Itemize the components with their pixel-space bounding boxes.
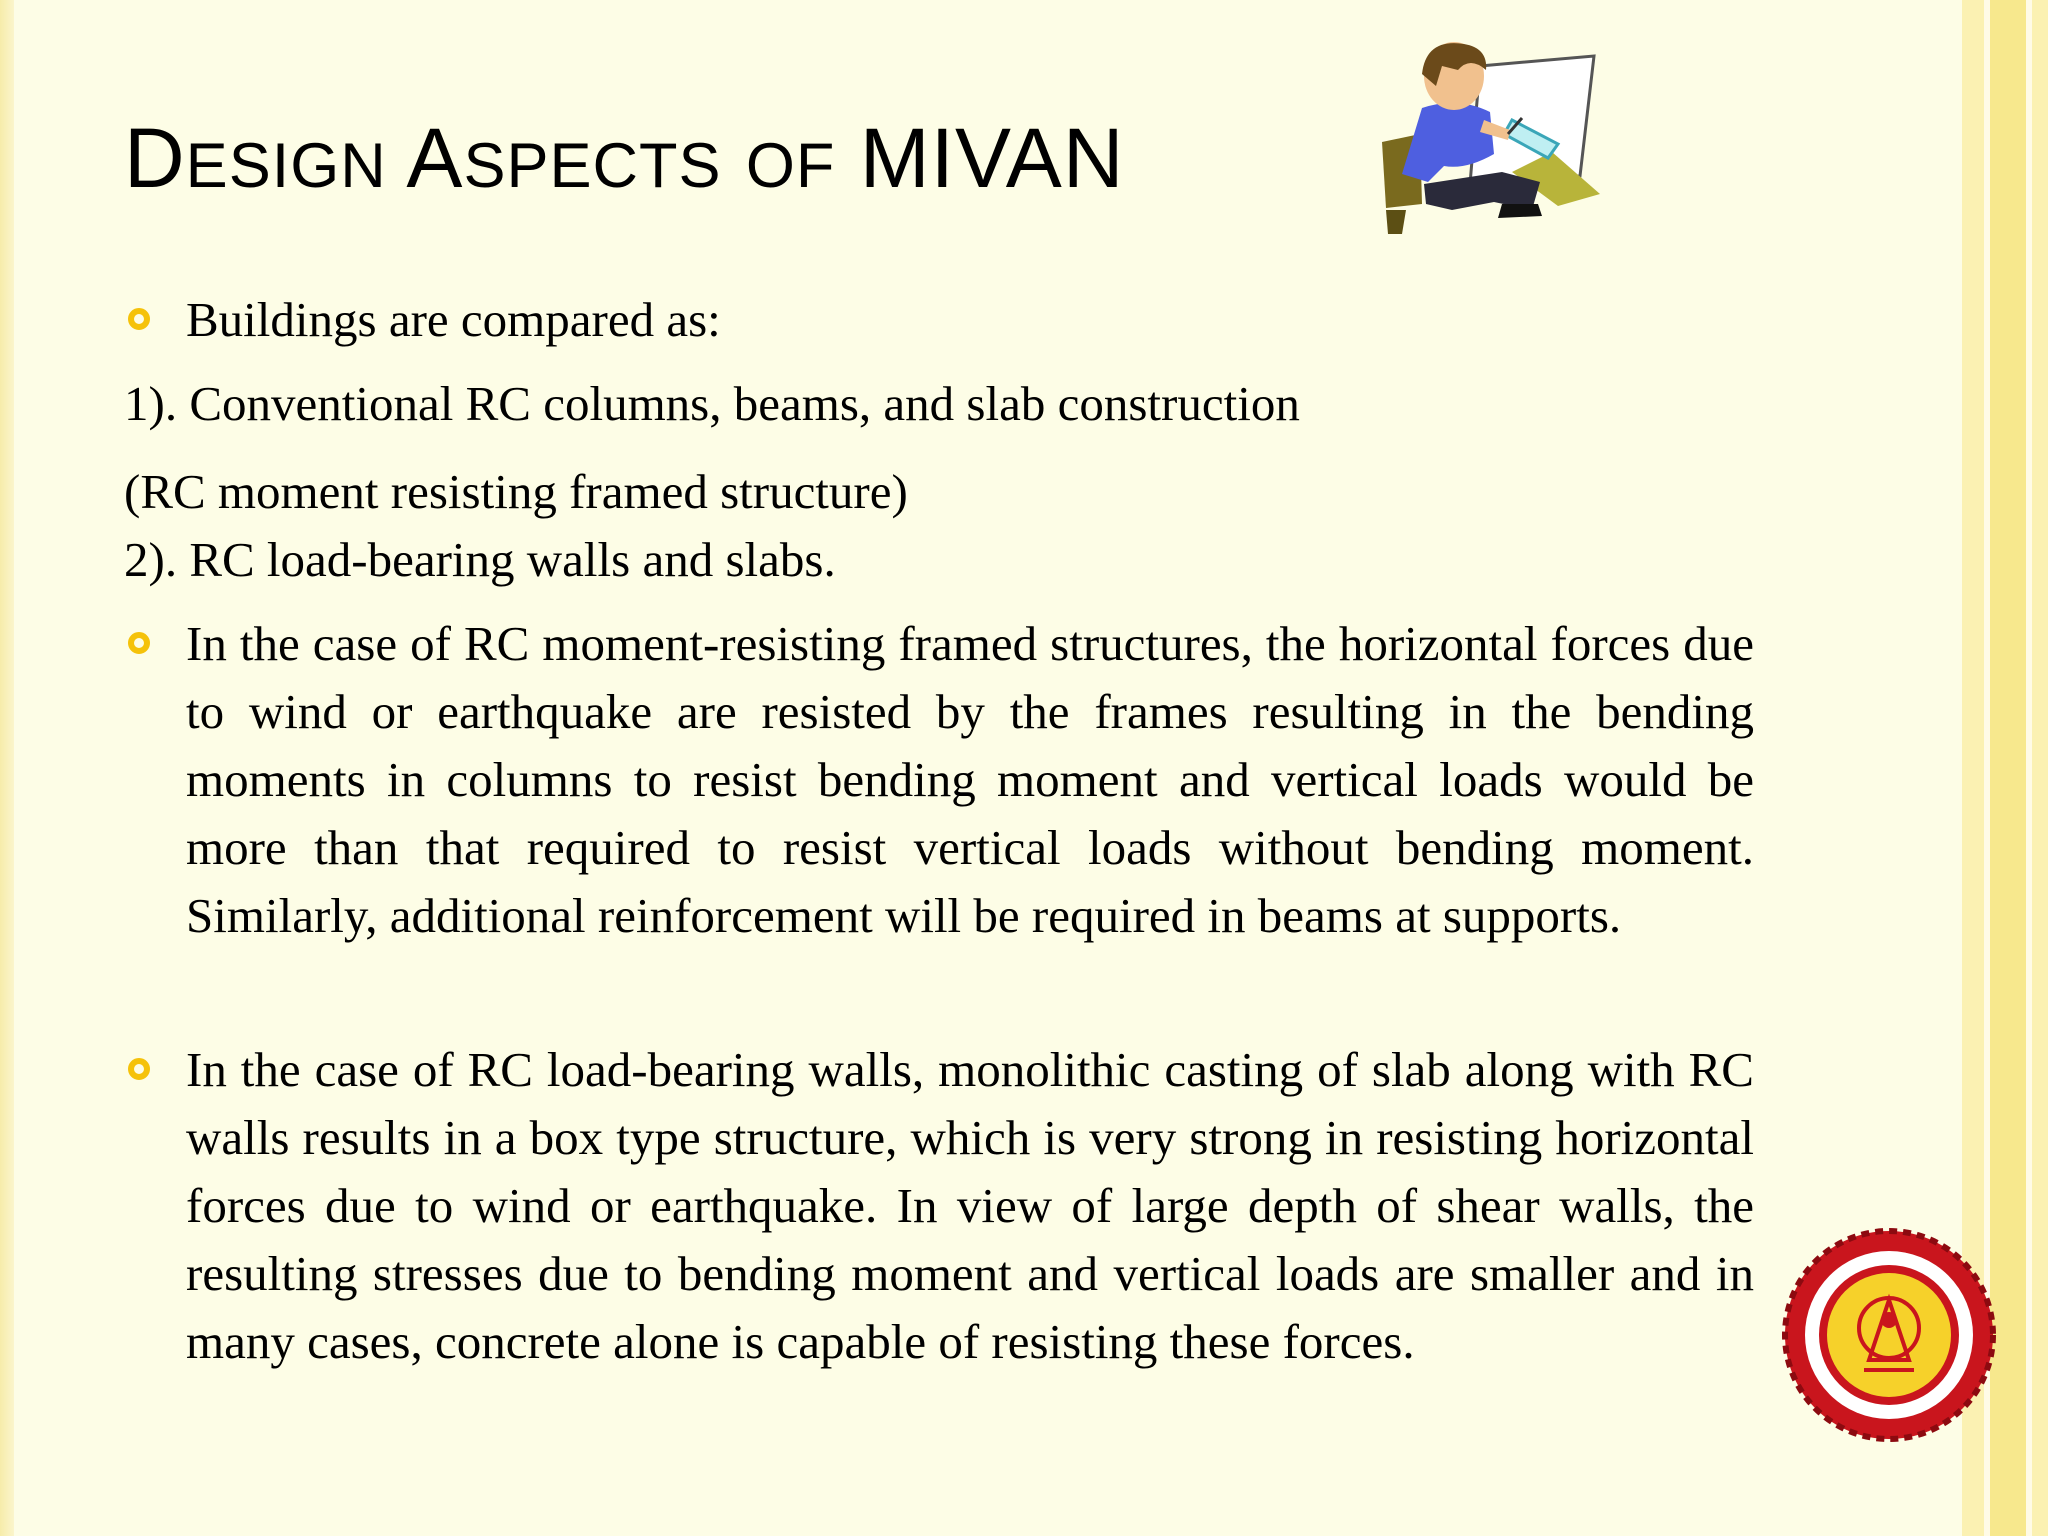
iit-delhi-logo-icon <box>1782 1228 1996 1442</box>
slide-title: DESIGN ASPECTS OF MIVAN <box>124 111 1125 205</box>
bullet-paragraph: In the case of RC moment-resisting framed structures, the horizontal forces due to wind or earthquake are resisted by the frames resulting in the bending moments in columns to resist bending moment and vertical loads would be more than that required to resist vertical loads without bending moment. Similarly, additional reinforcement will be required in beams at supports. <box>186 616 1754 943</box>
bullet-paragraph: In the case of RC load-bearing walls, monolithic casting of slab along with RC walls results in a box type structure, which is very strong in resisting horizontal forces due to wind or earthquake. In view of large depth of shear walls, the resulting stresses due to bending moment and vertical loads are smaller and in many cases, concrete alone is capable of resisting these forces. <box>186 1042 1754 1369</box>
bullet-icon <box>128 1058 150 1080</box>
left-border-stripe <box>0 0 14 1536</box>
list-item-note: (RC moment resisting framed structure) <box>124 464 908 519</box>
list-item: 1). Conventional RC columns, beams, and slab construction <box>124 376 1300 431</box>
bullet-icon <box>128 308 150 330</box>
draftsman-clipart-icon <box>1362 34 1610 240</box>
bullet-icon <box>128 632 150 654</box>
list-item: 2). RC load-bearing walls and slabs. <box>124 532 836 587</box>
right-border-stripe <box>2032 0 2048 1536</box>
bullet-text: Buildings are compared as: <box>186 292 721 347</box>
